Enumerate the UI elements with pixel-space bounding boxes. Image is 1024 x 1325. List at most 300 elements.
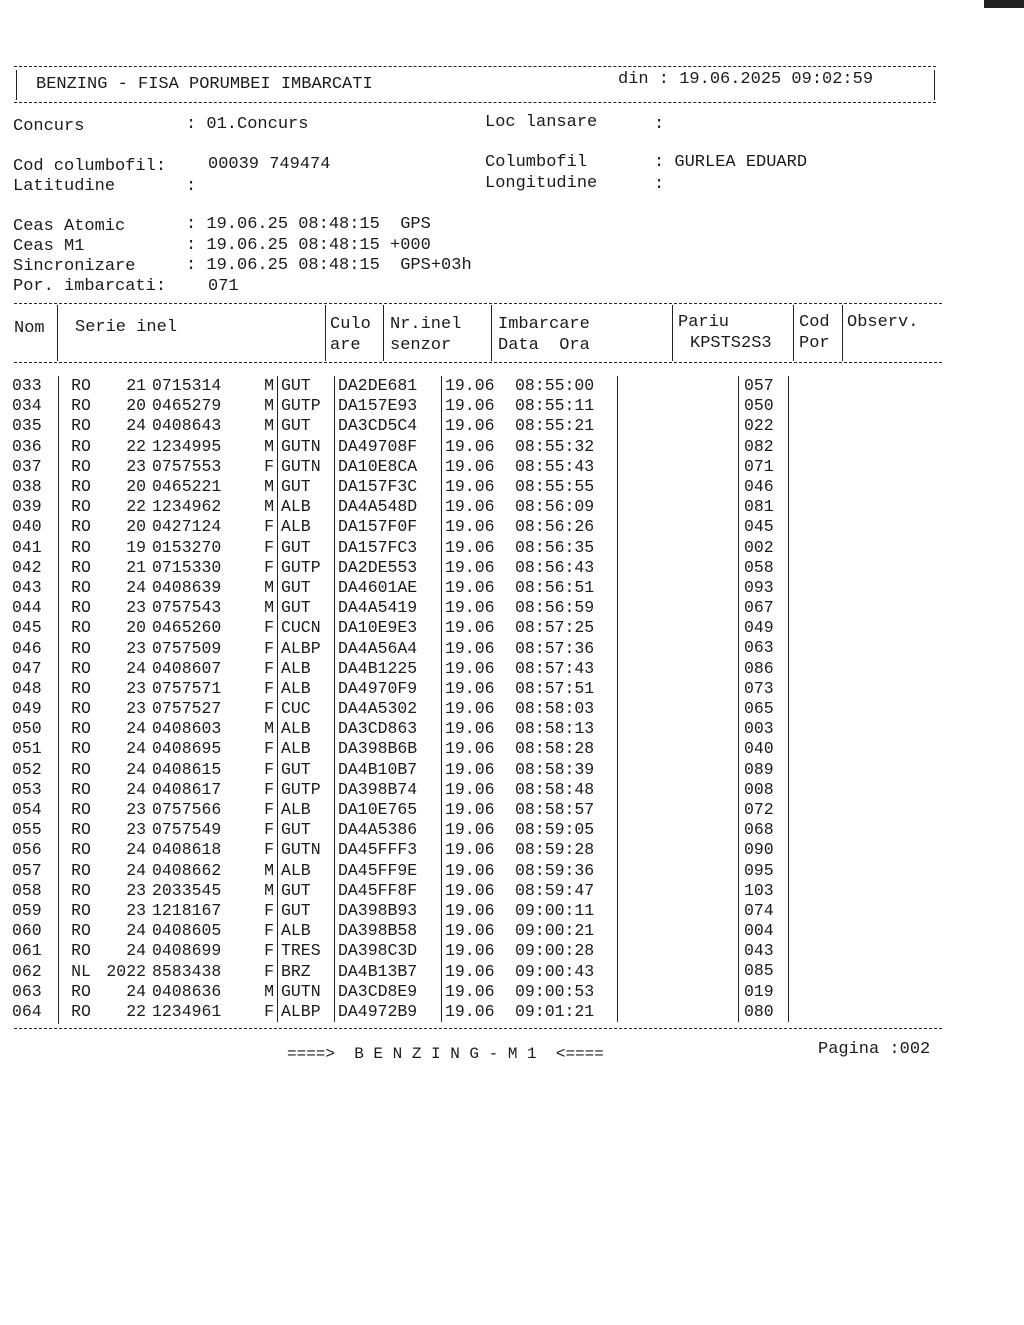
header-divider-2 (325, 305, 326, 361)
longitudine-value: : (654, 175, 665, 194)
row-culoare: GUT (278, 901, 335, 921)
row-observatii (789, 396, 870, 416)
sincronizare-label: Sincronizare (13, 257, 136, 276)
row-ora: 08:59:28 (515, 840, 618, 860)
row-an: 22 (126, 1001, 146, 1021)
row-cod-por: 008 (739, 780, 789, 800)
row-an: 24 (126, 860, 146, 880)
row-pariu (618, 396, 739, 416)
row-nr-inel: 0408695 (152, 739, 222, 759)
row-senzor: DA4A5302 (335, 699, 442, 719)
header-divider-5 (672, 305, 673, 361)
row-observatii (789, 921, 870, 941)
row-culoare: GUT (278, 881, 335, 901)
row-tara: RO (71, 658, 91, 678)
row-tara: RO (71, 779, 91, 799)
row-observatii (789, 881, 870, 901)
row-tara: RO (71, 436, 91, 456)
table-row (12, 881, 869, 901)
table-row (12, 558, 869, 578)
row-senzor: DA10E765 (335, 800, 442, 820)
header-kpsts: KPSTS2S3 (690, 334, 772, 353)
row-observatii (789, 437, 870, 457)
row-sex: F (252, 760, 278, 780)
row-sex: M (252, 719, 278, 739)
row-senzor: DA2DE553 (335, 558, 442, 578)
row-cod-por: 002 (739, 538, 789, 558)
row-observatii (789, 861, 870, 881)
row-an: 24 (126, 739, 146, 759)
row-tara: RO (71, 456, 91, 476)
row-data: 19.06 (445, 981, 495, 1001)
row-an: 20 (126, 396, 146, 416)
row-ora: 08:56:51 (515, 578, 618, 598)
row-an: 24 (126, 921, 146, 941)
porumbei-imbarcati-value: 071 (208, 277, 239, 296)
row-observatii (789, 800, 870, 820)
row-an: 24 (126, 719, 146, 739)
row-nom: 049 (12, 699, 42, 719)
row-ora: 09:00:53 (515, 982, 618, 1002)
columbofil-label: Columbofil (485, 153, 588, 172)
table-header-bottom-rule (14, 362, 942, 363)
row-nr-inel: 0465260 (152, 618, 222, 638)
table-row (12, 840, 869, 860)
row-nom: 053 (12, 779, 42, 799)
row-observatii (789, 780, 870, 800)
row-nr-inel: 0408643 (152, 416, 222, 436)
row-tara: RO (71, 638, 91, 658)
row-culoare: ALB (278, 659, 335, 679)
row-tara: RO (71, 1001, 91, 1021)
table-row (12, 416, 869, 436)
row-sex: F (252, 558, 278, 578)
row-tara: RO (71, 981, 91, 1001)
row-senzor: DA157F3C (335, 477, 442, 497)
row-pariu (618, 457, 739, 477)
row-pariu (618, 921, 739, 941)
row-an: 24 (126, 941, 146, 961)
header-nom: Nom (14, 319, 45, 338)
row-culoare: CUCN (278, 618, 335, 638)
row-sex: F (252, 739, 278, 759)
row-pariu (618, 861, 739, 881)
row-sex: M (252, 376, 278, 396)
row-culoare: ALB (278, 800, 335, 820)
row-sex: M (252, 598, 278, 618)
row-nom: 050 (12, 719, 42, 739)
header-imbarcare: Imbarcare (498, 315, 590, 334)
row-cod-por: 019 (739, 982, 789, 1002)
row-tara: RO (71, 557, 91, 577)
row-nr-inel: 1234995 (152, 436, 222, 456)
row-culoare: ALBP (278, 1002, 335, 1022)
table-row (12, 477, 869, 497)
row-nom: 064 (12, 1001, 42, 1021)
row-pariu (618, 416, 739, 436)
row-nr-inel: 0757509 (152, 638, 222, 658)
header-divider-3 (383, 305, 384, 361)
header-serie-inel: Serie inel (75, 318, 178, 337)
row-culoare: GUTN (278, 840, 335, 860)
table-row (12, 982, 869, 1002)
row-culoare: ALB (278, 497, 335, 517)
header-cod: Cod (799, 313, 830, 332)
row-cod-por: 072 (739, 800, 789, 820)
row-senzor: DA3CD5C4 (335, 416, 442, 436)
row-nr-inel: 0427124 (152, 517, 222, 537)
row-culoare: GUTN (278, 457, 335, 477)
row-tara: RO (71, 477, 91, 497)
row-pariu (618, 638, 739, 658)
row-data: 19.06 (445, 941, 495, 961)
row-data: 19.06 (445, 820, 495, 840)
row-nom: 040 (12, 517, 42, 537)
table-row (12, 921, 869, 941)
row-observatii (789, 598, 870, 618)
row-sex: M (252, 578, 278, 598)
row-an: 22 (126, 436, 146, 456)
row-pariu (618, 558, 739, 578)
row-pariu (618, 780, 739, 800)
row-tara: RO (71, 396, 91, 416)
row-nr-inel: 0715330 (152, 557, 222, 577)
row-sex: M (252, 437, 278, 457)
row-nom: 055 (12, 820, 42, 840)
ceas-m1-label: Ceas M1 (13, 237, 85, 256)
row-culoare: GUT (278, 598, 335, 618)
row-nr-inel: 0408605 (152, 921, 222, 941)
table-row (12, 638, 869, 658)
row-senzor: DA10E8CA (335, 457, 442, 477)
concurs-label: Concurs (13, 117, 85, 136)
row-nom: 043 (12, 577, 42, 597)
pigeon-table-body (12, 376, 869, 1022)
row-senzor: DA49708F (335, 437, 442, 457)
row-nr-inel: 0757553 (152, 456, 222, 476)
footer-banner: ====> B E N Z I N G - M 1 <==== (287, 1045, 604, 1063)
row-nom: 039 (12, 497, 42, 517)
row-an: 20 (126, 477, 146, 497)
pigeon-table (12, 376, 869, 1022)
row-nom: 060 (12, 921, 42, 941)
row-culoare: GUT (278, 820, 335, 840)
row-tara: RO (71, 921, 91, 941)
row-data: 19.06 (445, 456, 495, 476)
row-culoare: GUTN (278, 437, 335, 457)
row-observatii (789, 840, 870, 860)
row-sex: F (252, 961, 278, 981)
row-data: 19.06 (445, 537, 495, 557)
row-culoare: ALB (278, 679, 335, 699)
row-observatii (789, 982, 870, 1002)
row-ora: 08:57:43 (515, 659, 618, 679)
row-tara: RO (71, 860, 91, 880)
row-ora: 08:56:43 (515, 558, 618, 578)
row-cod-por: 095 (739, 861, 789, 881)
row-tara: NL (71, 961, 91, 981)
row-sex: M (252, 982, 278, 1002)
table-row (12, 517, 869, 537)
table-row (12, 578, 869, 598)
row-tara: RO (71, 678, 91, 698)
row-ora: 08:56:35 (515, 538, 618, 558)
row-ora: 09:00:28 (515, 941, 618, 961)
row-culoare: GUTN (278, 982, 335, 1002)
row-observatii (789, 1002, 870, 1022)
row-ora: 08:58:39 (515, 760, 618, 780)
header-divider-4 (491, 305, 492, 361)
row-senzor: DA398B93 (335, 901, 442, 921)
sincronizare-value: : 19.06.25 08:48:15 GPS+03h (186, 256, 472, 275)
row-sex: F (252, 659, 278, 679)
row-nom: 051 (12, 739, 42, 759)
row-nr-inel: 0408603 (152, 719, 222, 739)
row-cod-por: 045 (739, 517, 789, 537)
row-data: 19.06 (445, 598, 495, 618)
table-bottom-rule (14, 1028, 942, 1029)
table-row (12, 437, 869, 457)
row-cod-por: 086 (739, 659, 789, 679)
row-an: 20 (126, 618, 146, 638)
header-divider-6 (793, 305, 794, 361)
longitudine-label: Longitudine (485, 174, 598, 193)
loc-lansare-label: Loc lansare (485, 113, 598, 132)
row-nr-inel: 0408607 (152, 658, 222, 678)
row-data: 19.06 (445, 880, 495, 900)
row-senzor: DA4A548D (335, 497, 442, 517)
row-cod-por: 085 (739, 961, 789, 981)
row-culoare: ALB (278, 739, 335, 759)
row-cod-por: 057 (739, 376, 789, 396)
row-sex: M (252, 881, 278, 901)
print-date: din : 19.06.2025 09:02:59 (618, 70, 874, 89)
row-nr-inel: 8583438 (152, 961, 222, 981)
row-an: 20 (126, 517, 146, 537)
row-nom: 048 (12, 678, 42, 698)
row-cod-por: 003 (739, 719, 789, 739)
row-observatii (789, 457, 870, 477)
row-sex: F (252, 618, 278, 638)
table-row (12, 396, 869, 416)
row-senzor: DA398C3D (335, 941, 442, 961)
row-data: 19.06 (445, 860, 495, 880)
table-row (12, 699, 869, 719)
row-pariu (618, 376, 739, 396)
row-senzor: DA157FC3 (335, 538, 442, 558)
row-pariu (618, 598, 739, 618)
row-ora: 09:00:11 (515, 901, 618, 921)
row-pariu (618, 517, 739, 537)
row-data: 19.06 (445, 376, 495, 396)
row-nom: 056 (12, 840, 42, 860)
header-divider-1 (57, 305, 58, 361)
cod-columbofil-value: 00039 749474 (208, 155, 331, 174)
row-observatii (789, 618, 870, 638)
row-senzor: DA398B74 (335, 780, 442, 800)
row-nom: 033 (12, 376, 42, 396)
row-sex: F (252, 679, 278, 699)
row-senzor: DA157E93 (335, 396, 442, 416)
row-observatii (789, 719, 870, 739)
row-an: 24 (126, 981, 146, 1001)
header-pariu: Pariu (678, 313, 730, 332)
row-nom: 045 (12, 618, 42, 638)
row-culoare: GUT (278, 477, 335, 497)
row-pariu (618, 497, 739, 517)
row-nr-inel: 0153270 (152, 537, 222, 557)
row-senzor: DA4970F9 (335, 679, 442, 699)
row-observatii (789, 739, 870, 759)
row-culoare: GUT (278, 376, 335, 396)
row-senzor: DA398B6B (335, 739, 442, 759)
ceas-atomic-value: : 19.06.25 08:48:15 GPS (186, 215, 431, 234)
row-ora: 09:01:21 (515, 1002, 618, 1022)
row-data: 19.06 (445, 779, 495, 799)
row-cod-por: 004 (739, 921, 789, 941)
row-culoare: GUTP (278, 780, 335, 800)
porumbei-imbarcati-label: Por. imbarcati: (13, 277, 167, 296)
row-an: 21 (126, 557, 146, 577)
row-senzor: DA2DE681 (335, 376, 442, 396)
row-nr-inel: 2033545 (152, 880, 222, 900)
row-tara: RO (71, 941, 91, 961)
row-an: 19 (126, 537, 146, 557)
table-row (12, 618, 869, 638)
row-an: 23 (126, 638, 146, 658)
row-tara: RO (71, 739, 91, 759)
row-nom: 059 (12, 900, 42, 920)
row-senzor: DA4A5386 (335, 820, 442, 840)
row-senzor: DA3CD8E9 (335, 982, 442, 1002)
row-ora: 08:55:55 (515, 477, 618, 497)
row-tara: RO (71, 577, 91, 597)
header-culoare-1: Culo (330, 315, 371, 334)
row-sex: F (252, 820, 278, 840)
row-data: 19.06 (445, 396, 495, 416)
row-senzor: DA398B58 (335, 921, 442, 941)
row-cod-por: 090 (739, 840, 789, 860)
row-an: 23 (126, 598, 146, 618)
row-pariu (618, 719, 739, 739)
row-data: 19.06 (445, 921, 495, 941)
row-pariu (618, 881, 739, 901)
row-nr-inel: 0757566 (152, 800, 222, 820)
row-ora: 08:55:11 (515, 396, 618, 416)
row-ora: 08:56:09 (515, 497, 618, 517)
page-number: Pagina :002 (818, 1040, 931, 1059)
row-sex: F (252, 1002, 278, 1022)
row-nom: 063 (12, 981, 42, 1001)
row-an: 24 (126, 577, 146, 597)
row-culoare: GUT (278, 760, 335, 780)
row-sex: F (252, 638, 278, 658)
row-culoare: ALB (278, 719, 335, 739)
table-row (12, 800, 869, 820)
row-nom: 035 (12, 416, 42, 436)
row-an: 24 (126, 759, 146, 779)
row-data: 19.06 (445, 638, 495, 658)
row-data: 19.06 (445, 497, 495, 517)
row-data: 19.06 (445, 739, 495, 759)
table-row (12, 820, 869, 840)
row-cod-por: 103 (739, 881, 789, 901)
row-nom: 061 (12, 941, 42, 961)
row-nr-inel: 0408699 (152, 941, 222, 961)
row-cod-por: 093 (739, 578, 789, 598)
row-ora: 08:55:43 (515, 457, 618, 477)
table-row (12, 457, 869, 477)
columbofil-value: : GURLEA EDUARD (654, 153, 808, 172)
row-nom: 044 (12, 598, 42, 618)
row-senzor: DA4B10B7 (335, 760, 442, 780)
row-nr-inel: 1234962 (152, 497, 222, 517)
row-sex: M (252, 497, 278, 517)
row-pariu (618, 578, 739, 598)
row-senzor: DA157F0F (335, 517, 442, 537)
row-pariu (618, 679, 739, 699)
row-culoare: GUT (278, 578, 335, 598)
row-observatii (789, 941, 870, 961)
row-senzor: DA4601AE (335, 578, 442, 598)
row-senzor: DA45FF9E (335, 861, 442, 881)
row-data: 19.06 (445, 477, 495, 497)
row-an: 23 (126, 820, 146, 840)
row-nom: 058 (12, 880, 42, 900)
row-an: 23 (126, 800, 146, 820)
row-an: 23 (126, 678, 146, 698)
row-nom: 054 (12, 800, 42, 820)
row-pariu (618, 659, 739, 679)
row-tara: RO (71, 497, 91, 517)
row-nr-inel: 0408636 (152, 981, 222, 1001)
row-an: 23 (126, 456, 146, 476)
cod-columbofil-label: Cod columbofil: (13, 157, 167, 176)
row-ora: 08:55:32 (515, 437, 618, 457)
row-nr-inel: 1234961 (152, 1001, 222, 1021)
row-sex: F (252, 800, 278, 820)
row-observatii (789, 558, 870, 578)
row-tara: RO (71, 840, 91, 860)
row-pariu (618, 800, 739, 820)
row-culoare: ALB (278, 921, 335, 941)
row-data: 19.06 (445, 436, 495, 456)
row-senzor: DA4972B9 (335, 1002, 442, 1022)
row-sex: M (252, 416, 278, 436)
row-data: 19.06 (445, 719, 495, 739)
table-header-top-rule (14, 303, 942, 304)
row-nom: 052 (12, 759, 42, 779)
row-data: 19.06 (445, 678, 495, 698)
row-observatii (789, 638, 870, 658)
row-ora: 09:00:43 (515, 961, 618, 981)
row-observatii (789, 760, 870, 780)
row-data: 19.06 (445, 618, 495, 638)
row-cod-por: 067 (739, 598, 789, 618)
row-an: 22 (126, 497, 146, 517)
row-nom: 047 (12, 658, 42, 678)
concurs-value: : 01.Concurs (186, 115, 309, 134)
row-an: 23 (126, 699, 146, 719)
row-observatii (789, 477, 870, 497)
header-por: Por (799, 334, 830, 353)
row-culoare: CUC (278, 699, 335, 719)
latitudine-label: Latitudine (13, 177, 116, 196)
table-row (12, 497, 869, 517)
row-pariu (618, 618, 739, 638)
row-cod-por: 068 (739, 820, 789, 840)
row-culoare: GUT (278, 416, 335, 436)
